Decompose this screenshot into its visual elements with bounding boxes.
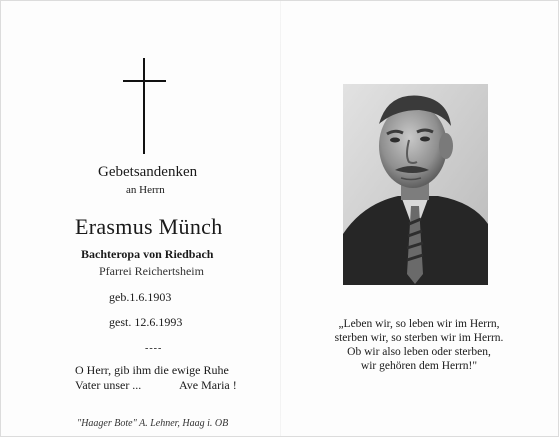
portrait-photo <box>343 84 488 285</box>
prayer-line-2b: Ave Maria ! <box>179 378 237 392</box>
birth-date: geb.1.6.1903 <box>109 290 172 304</box>
death-date: gest. 12.6.1993 <box>109 315 183 329</box>
bible-quote <box>319 317 519 373</box>
deceased-title: Bachteropa von Riedbach <box>81 247 214 261</box>
quote-line: „Leben wir, so leben wir im Herrn, <box>338 318 500 330</box>
center-fold <box>280 1 281 436</box>
card-heading: Gebetsandenken <box>98 164 198 180</box>
card-subheading: an Herrn <box>126 184 165 196</box>
printer-credit: "Haager Bote" A. Lehner, Haag i. OB <box>77 418 229 429</box>
quote-line: Ob wir also leben oder sterben, <box>347 346 491 358</box>
parish-name: Pfarrei Reichertsheim <box>99 264 204 278</box>
quote-line: wir gehören dem Herrn!" <box>360 360 478 372</box>
deceased-name: Erasmus Münch <box>75 214 223 239</box>
prayer-line-1: O Herr, gib ihm die ewige Ruhe <box>75 363 229 377</box>
quote-line: sterben wir, so sterben wir im Herrn. <box>334 332 504 344</box>
prayer-line-2a: Vater unser ... <box>75 378 142 392</box>
separator: ---- <box>145 343 163 354</box>
